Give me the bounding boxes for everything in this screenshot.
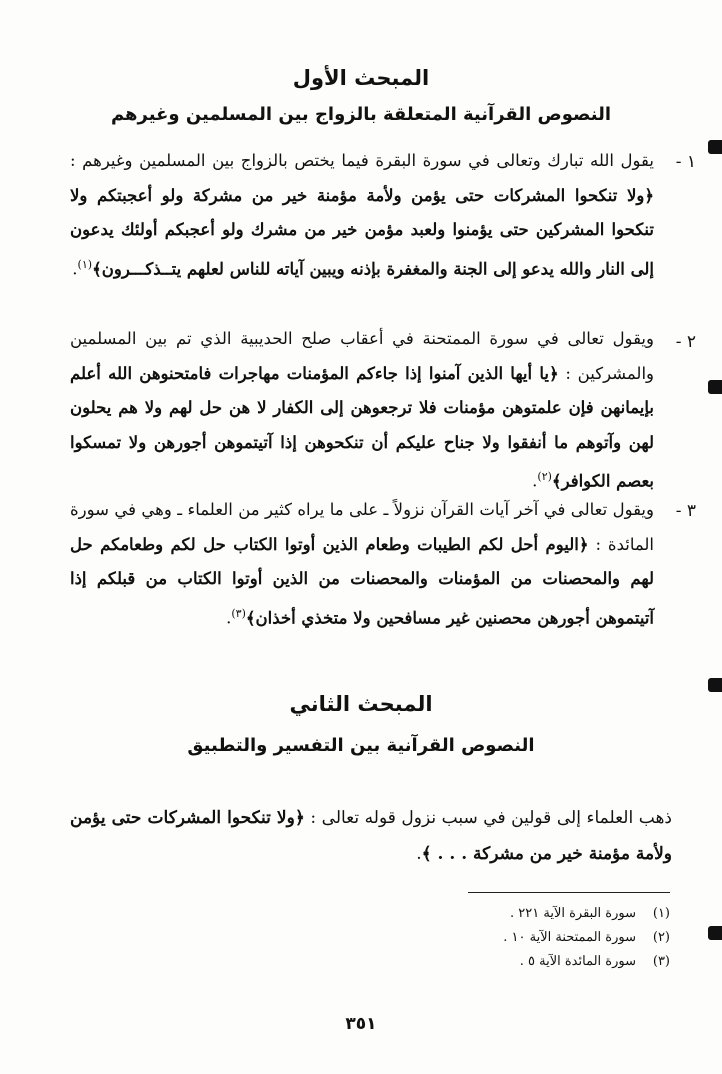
item-number: ٢ - bbox=[675, 332, 696, 352]
item-end: . bbox=[226, 608, 232, 627]
binding-mark bbox=[708, 380, 722, 394]
binding-mark bbox=[708, 678, 722, 692]
section-subtitle-1: النصوص القرآنية المتعلقة بالزواج بين المسلمين وغيرهم bbox=[110, 104, 612, 125]
binding-mark bbox=[708, 140, 722, 154]
section-subtitle-2: النصوص القرآنية بين التفسير والتطبيق bbox=[187, 735, 535, 756]
item-paragraph bbox=[70, 322, 654, 499]
item-intro: يقول الله تبارك وتعالى في سورة البقرة فيما يختص بالزواج بين المسلمين وغيرهم : bbox=[70, 151, 654, 170]
item-paragraph bbox=[70, 493, 654, 636]
item-intro: ويقول تعالى في سورة الممتحنة في أعقاب صلح الحديبية الذي تم بين المسلمين والمشركين : bbox=[70, 329, 655, 383]
footnote bbox=[430, 926, 670, 950]
footnote-text: سورة المائدة الآية ٥ . bbox=[519, 954, 636, 969]
item-number: ١ - bbox=[675, 152, 696, 172]
footnote-number: (٣) bbox=[652, 954, 670, 969]
item-number: ٣ - bbox=[675, 501, 696, 521]
closing-intro: ذهب العلماء إلى قولين في سبب نزول قوله تعالى : bbox=[310, 808, 672, 828]
quran-quote: ﴿ولا تنكحوا المشركات حتى يؤمن ولأمة مؤمنة خير من مشركة . . . ﴾ bbox=[70, 808, 672, 864]
footnote-ref: (١) bbox=[77, 257, 93, 271]
footnote-text: سورة البقرة الآية ٢٢١ . bbox=[510, 906, 636, 921]
closing-end: . bbox=[416, 844, 422, 864]
section-title-2: المبحث الثاني bbox=[289, 692, 433, 716]
footnote-ref: (٣) bbox=[231, 606, 246, 620]
footnote-ref: (٢) bbox=[537, 470, 552, 483]
footnote bbox=[430, 950, 670, 974]
footnote-number: (١) bbox=[652, 906, 670, 921]
footnote bbox=[430, 902, 670, 926]
item-paragraph bbox=[70, 144, 654, 287]
quran-quote: ﴿اليوم أحل لكم الطيبات وطعام الذين أوتوا الكتاب حل لكم وطعامكم حل لهم والمحصنات من المؤمنات والمحصنات من الذين أوتوا الكتاب من قبلكم إذا آتيتموهن أجورهن محصنين غير مسافحين ولا متخذي أخذان﴾ bbox=[70, 534, 654, 627]
closing-paragraph bbox=[70, 800, 672, 872]
footnote-text: سورة الممتحنة الآية ١٠ . bbox=[503, 930, 636, 945]
footnote-number: (٢) bbox=[652, 930, 670, 945]
page-number: ٣٥١ bbox=[345, 1014, 377, 1034]
item-end: . bbox=[72, 259, 78, 278]
quran-quote: ﴿يا أيها الذين آمنوا إذا جاءكم المؤمنات مهاجرات فامتحنوهن الله أعلم بإيمانهن فإن علمتوهن مؤمنات فلا ترجعوهن إلى الكفار لا هن حل لهم ولا هم يحلون لهن وآتوهم ما أنفقوا ولا جناح عليكم أن تنكحوهن إذا آتيتموهن أجورهن ولا تمسكوا بعصم الكوافر﴾ bbox=[70, 363, 654, 491]
quran-quote: ﴿ولا تنكحوا المشركات حتى يؤمن ولأمة مؤمنة خير من مشركة ولو أعجبتكم ولا تنكحوا المشركين حتى يؤمنوا ولعبد مؤمن خير من مشرك ولو أعجبكم أولئك يدعون إلى النار والله يدعو إلى الجنة والمغفرة بإذنه ويبين آياته للناس لعلهم يتــذكـــرون﴾ bbox=[70, 185, 654, 278]
section-title-1: المبحث الأول bbox=[292, 66, 430, 90]
binding-mark bbox=[708, 926, 722, 940]
footnote-divider bbox=[468, 892, 670, 893]
item-intro: ويقول تعالى في آخر آيات القرآن نزولاً ـ على ما يراه كثير من العلماء ـ وهي في سورة المائدة : bbox=[70, 500, 654, 554]
item-end: . bbox=[532, 471, 538, 491]
